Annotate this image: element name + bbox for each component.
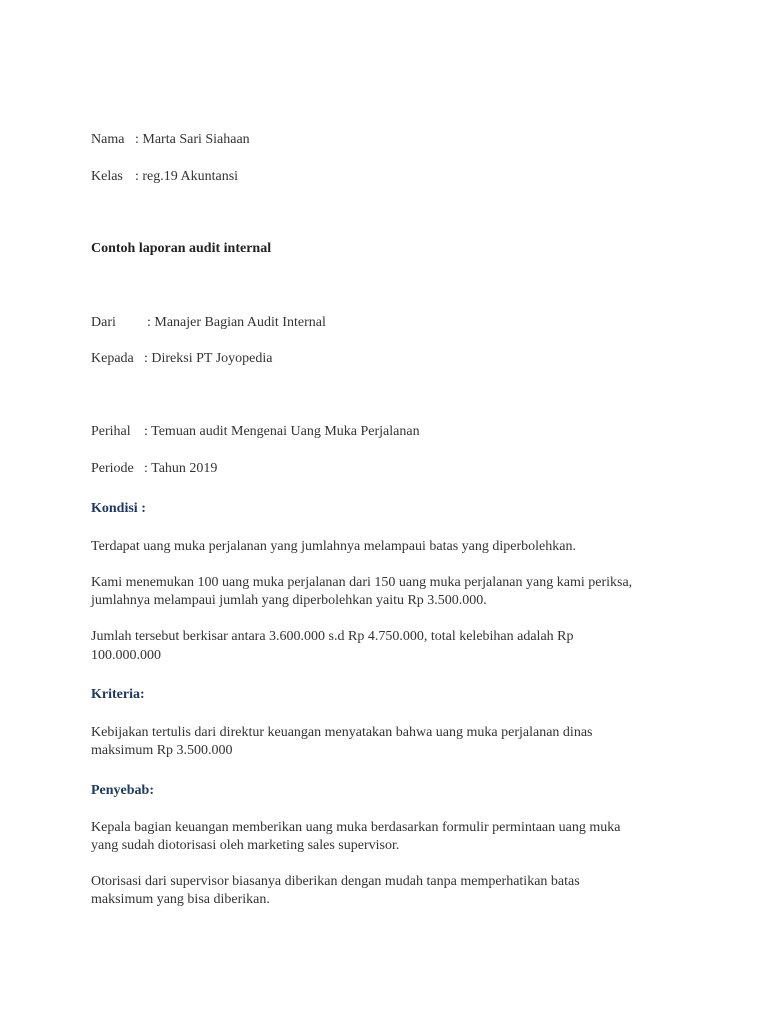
- periode-row: [91, 460, 217, 478]
- penyebab-paragraph-1-line-1: Kepala bagian keuangan memberikan uang muka berdasarkan formulir permintaan uang muka: [91, 820, 621, 835]
- nama-row: [91, 131, 250, 149]
- nama-label: Nama: [91, 132, 125, 147]
- perihal-value: : Temuan audit Mengenai Uang Muka Perjalanan: [144, 424, 420, 439]
- dari-label: Dari: [91, 315, 116, 330]
- penyebab-heading: Penyebab:: [91, 783, 154, 798]
- kondisi-paragraph-2-line-1: Kami menemukan 100 uang muka perjalanan dari 150 uang muka perjalanan yang kami periksa,: [91, 575, 633, 590]
- perihal-row: [91, 423, 420, 441]
- perihal-label: Perihal: [91, 424, 131, 439]
- kelas-row: [91, 168, 238, 186]
- kepada-value: : Direksi PT Joyopedia: [144, 351, 273, 366]
- kepada-label: Kepada: [91, 351, 134, 366]
- dari-value: : Manajer Bagian Audit Internal: [147, 315, 326, 330]
- kondisi-paragraph-2-line-2: jumlahnya melampaui jumlah yang diperbolehkan yaitu Rp 3.500.000.: [91, 593, 487, 608]
- periode-value: : Tahun 2019: [144, 461, 218, 476]
- penyebab-paragraph-2-line-2: maksimum yang bisa diberikan.: [91, 892, 270, 907]
- kelas-value: : reg.19 Akuntansi: [135, 169, 239, 184]
- kondisi-paragraph-1: Terdapat uang muka perjalanan yang jumlahnya melampaui batas yang diperbolehkan.: [91, 539, 576, 554]
- kriteria-paragraph-line-1: Kebijakan tertulis dari direktur keuangan menyatakan bahwa uang muka perjalanan dinas: [91, 725, 593, 740]
- kriteria-paragraph-line-2: maksimum Rp 3.500.000: [91, 743, 233, 758]
- penyebab-paragraph-1-line-2: yang sudah diotorisasi oleh marketing sales supervisor.: [91, 838, 400, 853]
- penyebab-paragraph-2-line-1: Otorisasi dari supervisor biasanya diberikan dengan mudah tanpa memperhatikan batas: [91, 874, 580, 889]
- kondisi-heading: Kondisi :: [91, 501, 146, 516]
- nama-value: : Marta Sari Siahaan: [135, 132, 250, 147]
- dari-row: [91, 314, 326, 332]
- kelas-label: Kelas: [91, 169, 123, 184]
- kondisi-paragraph-3-line-2: 100.000.000: [91, 648, 161, 663]
- document-title: Contoh laporan audit internal: [91, 241, 272, 256]
- periode-label: Periode: [91, 461, 134, 476]
- kepada-row: [91, 350, 272, 368]
- kriteria-heading: Kriteria:: [91, 687, 145, 702]
- kondisi-paragraph-3-line-1: Jumlah tersebut berkisar antara 3.600.000 s.d Rp 4.750.000, total kelebihan adalah Rp: [91, 629, 574, 644]
